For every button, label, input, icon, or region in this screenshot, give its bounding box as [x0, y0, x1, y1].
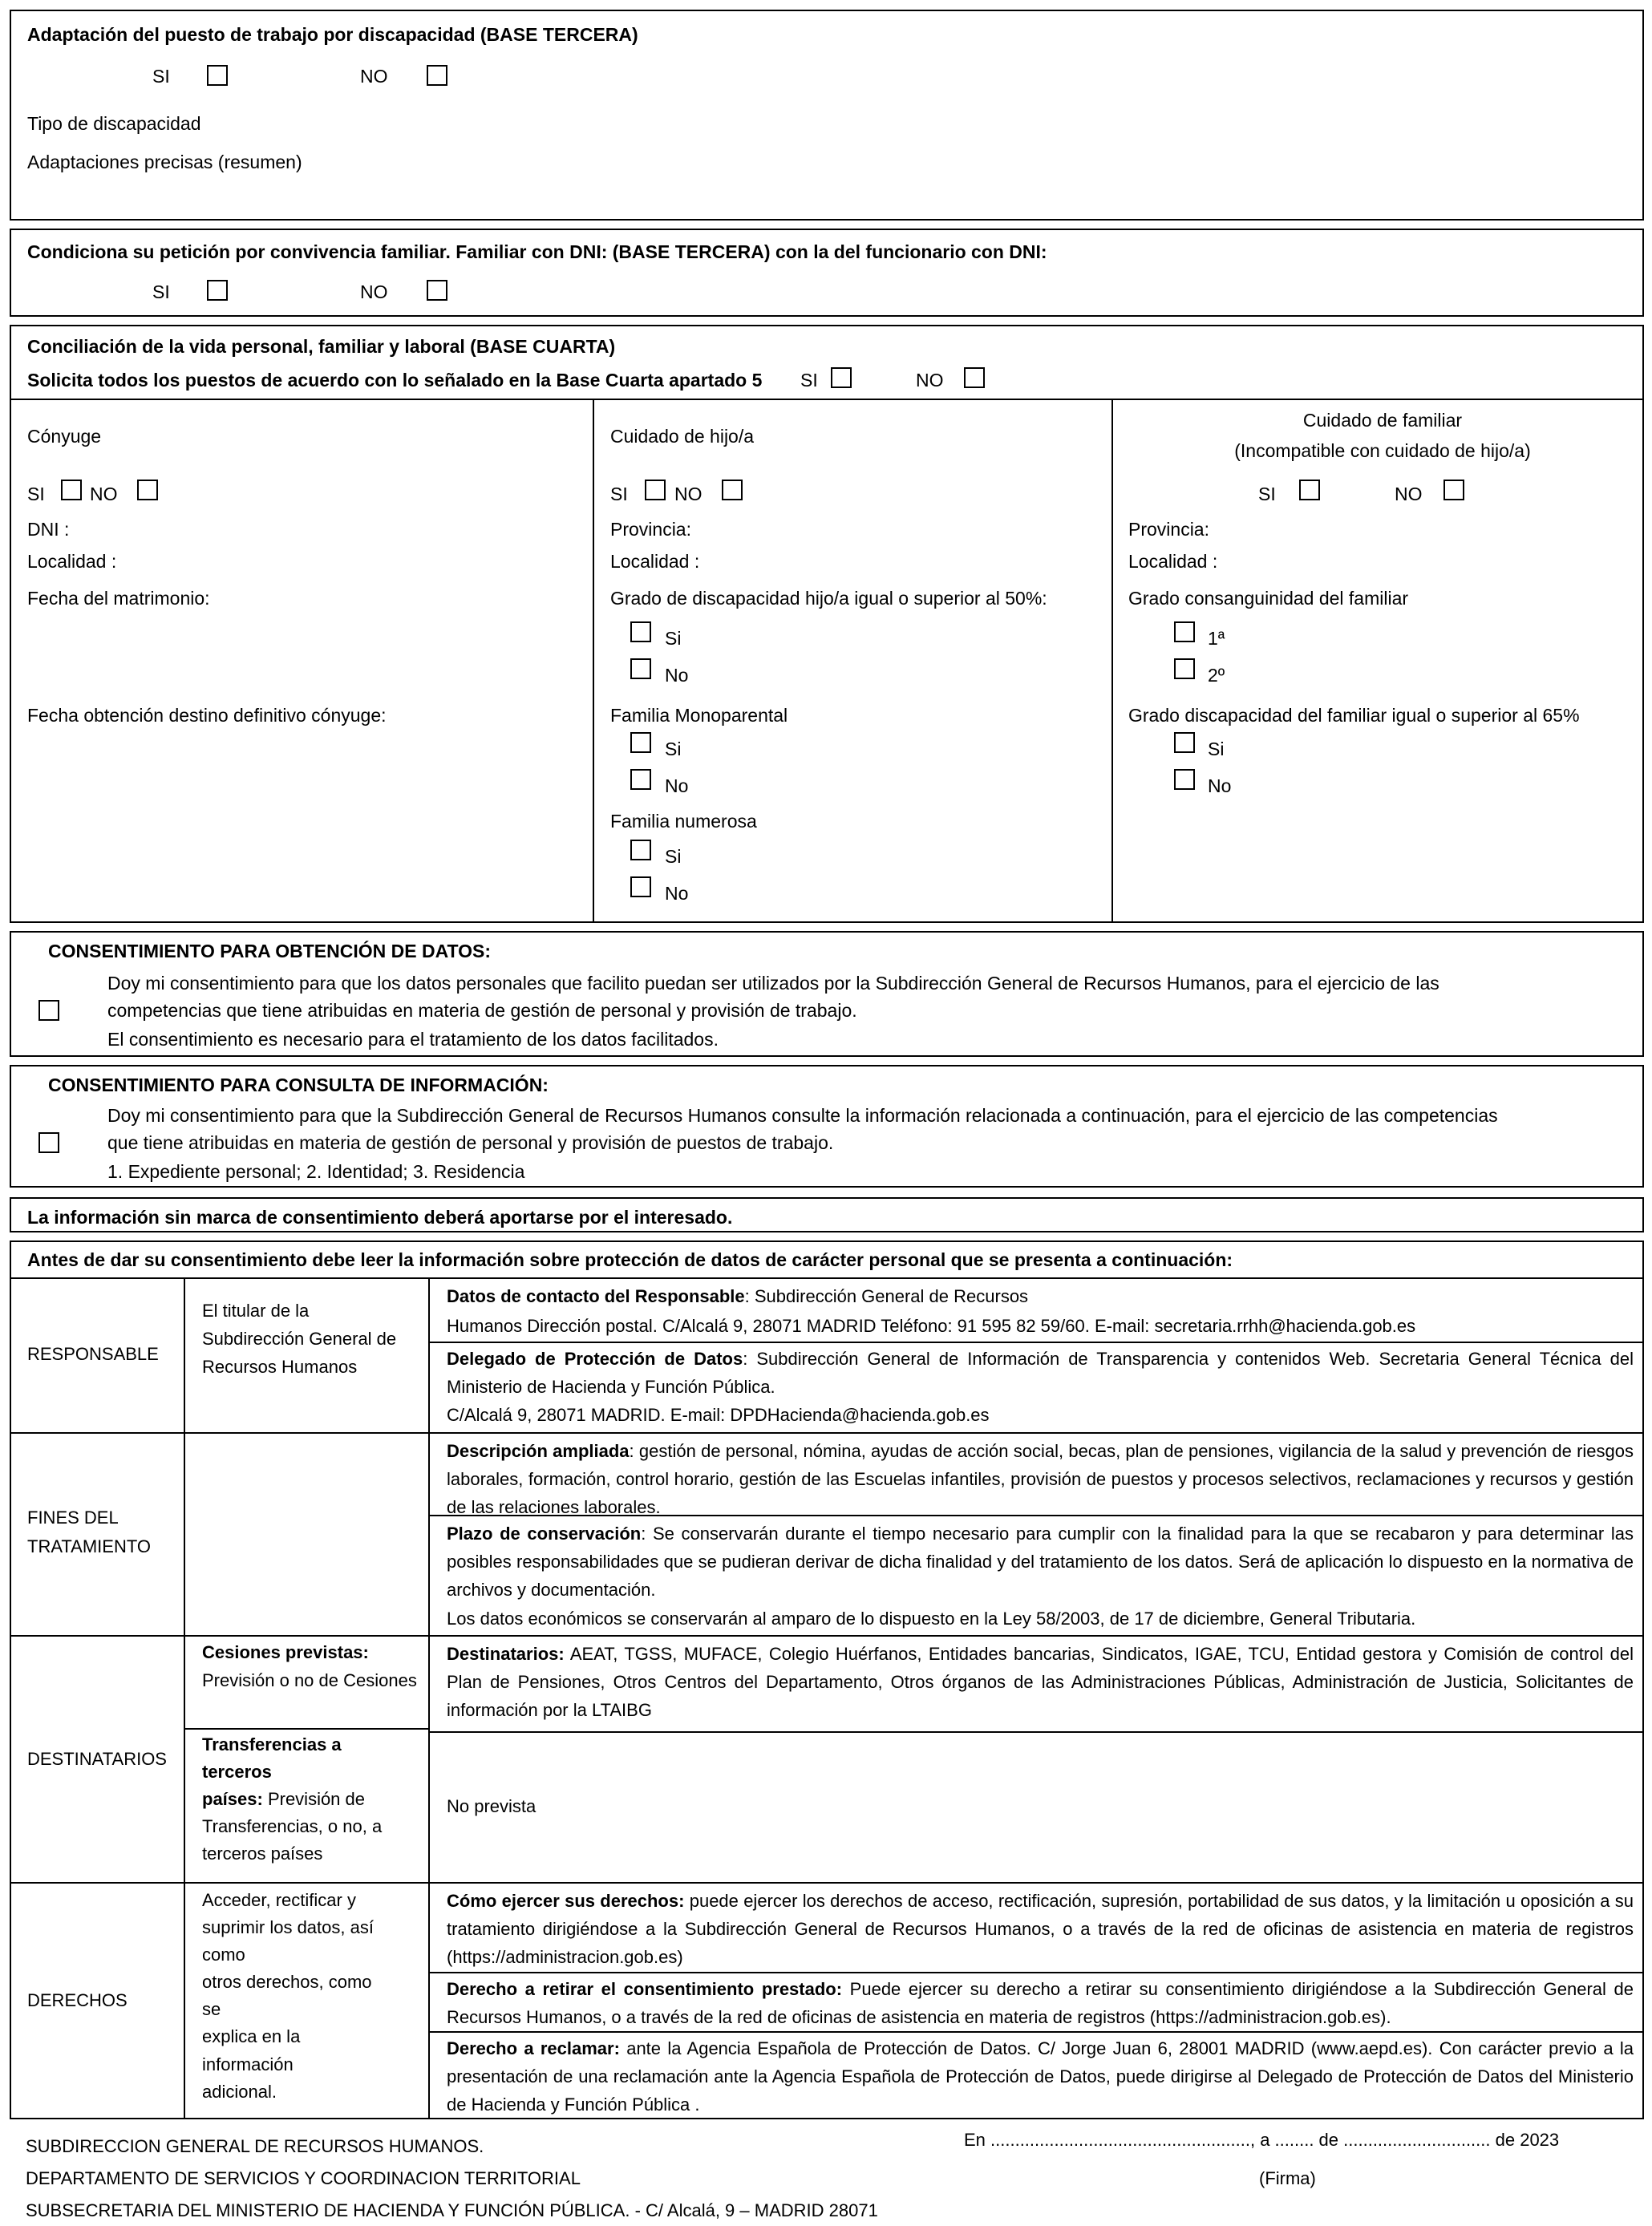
consent-data-line1: Doy mi consentimiento para que los datos personales que facilito puedan ser utilizados por la Subdirección General de Recursos Humanos, para el ejercicio de las: [107, 973, 1439, 994]
family-cohabitation-section: [10, 229, 1644, 317]
relative-kinship-second-label: 2º: [1208, 665, 1225, 686]
notice-text: La información sin marca de consentimiento deberá aportarse por el interesado.: [27, 1207, 733, 1228]
relative-subtitle: (Incompatible con cuidado de hijo/a): [1234, 440, 1531, 461]
consent-data-title: CONSENTIMIENTO PARA OBTENCIÓN DE DATOS:: [48, 941, 492, 961]
fines-description: [447, 1437, 1634, 1522]
transferencias: [202, 1731, 419, 1868]
conciliation-title: Conciliación de la vida personal, familiar y laboral (BASE CUARTA): [27, 336, 616, 357]
footer-line-2: DEPARTAMENTO DE SERVICIOS Y COORDINACION TERRITORIAL: [26, 2168, 581, 2188]
child-title: Cuidado de hijo/a: [610, 426, 755, 447]
single-parent-si-label: Si: [665, 739, 682, 759]
large-family-si-checkbox[interactable]: [630, 840, 651, 860]
family-no-checkbox[interactable]: [427, 280, 447, 301]
contact-bold: Datos de contacto del Responsable: [447, 1286, 745, 1306]
relative-kinship: Grado consanguinidad del familiar: [1128, 588, 1409, 609]
child-disability-no-checkbox[interactable]: [630, 658, 651, 679]
disability-title: Adaptación del puesto de trabajo por discapacidad (BASE TERCERA): [27, 24, 638, 45]
plazo-text: : Se conservarán durante el tiempo necesario para cumplir con la finalidad para la que se recabaron y para determinar las posibles responsabilidades que se pudieran derivar de dicha finalidad y del tratamiento de los datos. Será de aplicación lo dispuesto en la normativa de archivos y documentación.: [447, 1524, 1634, 1601]
large-family-no-label: No: [665, 883, 689, 904]
single-parent-label: Familia Monoparental: [610, 705, 788, 726]
spouse-no-label: NO: [90, 484, 118, 504]
consent-info-line2: que tiene atribuidas en materia de gestión de personal y provisión de puestos de trabajo.: [107, 1132, 834, 1153]
relative-disability-si-checkbox[interactable]: [1174, 732, 1195, 753]
privacy-title: Antes de dar su consentimiento debe leer la información sobre protección de datos de carácter personal que se presenta a continuación:: [27, 1249, 1233, 1270]
derechos-label: DERECHOS: [27, 1990, 128, 2010]
spouse-si-label: SI: [27, 484, 45, 504]
consent-info-checkbox[interactable]: [38, 1132, 59, 1153]
desc-bold: Descripción ampliada: [447, 1441, 630, 1461]
child-si-label: SI: [610, 484, 628, 504]
disability-type-label: Tipo de discapacidad: [27, 113, 201, 134]
contact-line2: Humanos Dirección postal. C/Alcalá 9, 28071 MADRID Teléfono: 91 595 82 59/60. E-mail: secretaria.rrhh@hacienda.gob.es: [447, 1316, 1416, 1337]
relative-disability-grade: Grado discapacidad del familiar igual o superior al 65%: [1128, 705, 1580, 726]
footer-line-3: SUBSECRETARIA DEL MINISTERIO DE HACIENDA Y FUNCIÓN PÚBLICA. - C/ Alcalá, 9 – MADRID 28071: [26, 2200, 878, 2220]
spouse-no-checkbox[interactable]: [137, 480, 158, 500]
derechos-mid-2: suprimir los datos, así: [202, 1917, 374, 1938]
cesiones-previstas: [202, 1638, 419, 1694]
child-disability-no-label: No: [665, 665, 689, 686]
plazo-line4: Los datos económicos se conservarán al amparo de lo dispuesto en la Ley 58/2003, de 17 de diciembre, General Tributaria.: [447, 1608, 1416, 1629]
single-parent-no-label: No: [665, 775, 689, 796]
dest-bold: Destinatarios:: [447, 1644, 565, 1664]
reclamar-text: ante la Agencia Española de Protección de Datos. C/ Jorge Juan 6, 28001 MADRID (www.aepd.es). Con carácter previo a la presentación de una reclamación ante la Agencia Española de Protección de Datos, puede dirigirse al Delegado de Protección de Datos del Ministerio de Hacienda y Función Pública .: [447, 2038, 1634, 2115]
consent-data-line3: El consentimiento es necesario para el tratamiento de los datos facilitados.: [107, 1029, 719, 1050]
ejercer-text: puede ejercer los derechos de acceso, rectificación, supresión, portabilidad de sus datos, y la limitación u oposición a su tratamiento dirigiéndose a la Subdirección General de Recursos Humanos, o a través de la red de oficinas de asistencia en materia de registros (https://administracion.gob.es): [447, 1891, 1634, 1968]
footer-line-1: SUBDIRECCION GENERAL DE RECURSOS HUMANOS.: [26, 2136, 484, 2156]
ejercer-bold: Cómo ejercer sus derechos:: [447, 1891, 685, 1911]
disability-section: [10, 10, 1644, 221]
relative-kinship-second-checkbox[interactable]: [1174, 658, 1195, 679]
derechos-mid-7: información: [202, 2054, 294, 2074]
derechos-mid-1: Acceder, rectificar y: [202, 1890, 356, 1910]
consent-data-line2: competencias que tiene atribuidas en materia de gestión de personal y provisión de trabajo.: [107, 1000, 857, 1021]
relative-disability-si-label: Si: [1208, 739, 1225, 759]
conciliation-section: [10, 325, 1644, 923]
family-no-label: NO: [360, 281, 388, 302]
derechos-mid-4: otros derechos, como: [202, 1972, 372, 1993]
child-no-checkbox[interactable]: [722, 480, 743, 500]
relative-kinship-first-checkbox[interactable]: [1174, 621, 1195, 642]
consent-info-section: [10, 1065, 1644, 1188]
derechos-retirar: [447, 1975, 1634, 2031]
dpo-text: : Subdirección General de Información de Transparencia y contenidos Web. Secretaria General Técnica del Ministerio de Hacienda y Función Pública.: [447, 1349, 1634, 1398]
child-disability-si-label: Si: [665, 628, 682, 649]
disability-adaptations-label: Adaptaciones precisas (resumen): [27, 152, 302, 172]
trans-bold-3: países:: [202, 1789, 263, 1810]
derechos-mid-8: adicional.: [202, 2081, 277, 2102]
spouse-title: Cónyuge: [27, 426, 102, 447]
relative-province: Provincia:: [1128, 519, 1209, 540]
notice-section: [10, 1197, 1644, 1232]
child-disability-si-checkbox[interactable]: [630, 621, 651, 642]
responsable-label: RESPONSABLE: [27, 1344, 159, 1364]
fines-label-2: TRATAMIENTO: [27, 1536, 151, 1556]
disability-no-checkbox[interactable]: [427, 65, 447, 86]
conciliation-no-checkbox[interactable]: [964, 367, 985, 388]
trans-text-3: terceros países: [202, 1844, 323, 1864]
fines-plazo: [447, 1520, 1634, 1633]
spouse-marriage-date: Fecha del matrimonio:: [27, 588, 210, 609]
spouse-dni: DNI :: [27, 519, 70, 540]
derechos-mid-3: como: [202, 1945, 245, 1965]
large-family-label: Familia numerosa: [610, 811, 757, 832]
spouse-destination-date: Fecha obtención destino definitivo cónyuge:: [27, 705, 387, 726]
contact-text: : Subdirección General de Recursos: [744, 1286, 1029, 1306]
trans-bold-2: terceros: [202, 1762, 272, 1783]
responsable-contact: [447, 1282, 1638, 1340]
derechos-ejercer: [447, 1887, 1634, 1972]
privacy-table: [10, 1240, 1644, 2119]
large-family-si-label: Si: [665, 846, 682, 867]
conciliation-si-label: SI: [800, 370, 818, 391]
cesiones-text: Previsión o no de Cesiones: [202, 1670, 417, 1691]
cesiones-bold: Cesiones previstas:: [202, 1642, 369, 1662]
spouse-locality: Localidad :: [27, 551, 117, 572]
consent-info-line1: Doy mi consentimiento para que la Subdirección General de Recursos Humanos consulte la información relacionada a continuación, para el ejercicio de las competencias: [107, 1105, 1498, 1126]
relative-disability-no-checkbox[interactable]: [1174, 769, 1195, 790]
family-si-checkbox[interactable]: [207, 280, 228, 301]
relative-title: Cuidado de familiar: [1302, 410, 1463, 431]
single-parent-si-checkbox[interactable]: [630, 732, 651, 753]
derechos-mid-5: se: [202, 1999, 221, 2020]
trans-text-2: Transferencias, o no, a: [202, 1816, 383, 1837]
consent-info-title: CONSENTIMIENTO PARA CONSULTA DE INFORMACIÓN:: [48, 1075, 549, 1095]
fines-label-1: FINES DEL: [27, 1508, 119, 1528]
relative-kinship-first-label: 1ª: [1208, 628, 1225, 649]
dpo-bold: Delegado de Protección de Datos: [447, 1349, 743, 1369]
relative-si-checkbox[interactable]: [1299, 480, 1320, 500]
child-disability-grade: Grado de discapacidad hijo/a igual o superior al 50%:: [610, 588, 1047, 609]
single-parent-no-checkbox[interactable]: [630, 769, 651, 790]
place-date-field[interactable]: En ....................................................., a ........ de .............................. de 2023: [964, 2130, 1560, 2150]
consent-data-checkbox[interactable]: [38, 1000, 59, 1021]
conciliation-subtitle: Solicita todos los puestos de acuerdo con lo señalado en la Base Cuarta apartado 5: [27, 370, 763, 391]
conciliation-no-label: NO: [916, 370, 944, 391]
child-no-label: NO: [674, 484, 703, 504]
retirar-bold: Derecho a retirar el consentimiento prestado:: [447, 1979, 843, 1999]
derechos-mid: [202, 1887, 419, 2106]
family-si-label: SI: [152, 281, 170, 302]
consent-info-line3: 1. Expediente personal; 2. Identidad; 3. Residencia: [107, 1161, 525, 1182]
destinatarios-label: DESTINATARIOS: [27, 1749, 167, 1769]
destinatarios-text: [447, 1640, 1634, 1725]
responsable-dpo: [447, 1345, 1634, 1430]
child-locality: Localidad :: [610, 551, 700, 572]
reclamar-bold: Derecho a reclamar:: [447, 2038, 620, 2058]
disability-no-label: NO: [360, 66, 388, 87]
disability-si-checkbox[interactable]: [207, 65, 228, 86]
no-prevista: No prevista: [447, 1796, 536, 1816]
relative-disability-no-label: No: [1208, 775, 1232, 796]
relative-no-checkbox[interactable]: [1443, 480, 1464, 500]
spouse-si-checkbox[interactable]: [61, 480, 82, 500]
large-family-no-checkbox[interactable]: [630, 876, 651, 897]
trans-text-1: Previsión de: [262, 1789, 366, 1810]
trans-bold-1: Transferencias a: [202, 1734, 342, 1754]
dpo-line3: C/Alcalá 9, 28071 MADRID. E-mail: DPDHacienda@hacienda.gob.es: [447, 1405, 990, 1426]
relative-locality: Localidad :: [1128, 551, 1218, 572]
relative-si-label: SI: [1258, 484, 1276, 504]
disability-si-label: SI: [152, 66, 170, 87]
desc-text: : gestión de personal, nómina, ayudas de acción social, becas, plan de pensiones, vigilancia de la salud y prevención de riesgos laborales, formación, control horario, gestión de las Escuelas infantiles, provisión de puestos y procesos selectivos, reclamaciones y recursos y gestión de las relaciones laborales.: [447, 1441, 1634, 1518]
plazo-bold: Plazo de conservación: [447, 1524, 642, 1544]
child-si-checkbox[interactable]: [645, 480, 666, 500]
derechos-mid-6: explica en la: [202, 2026, 301, 2047]
consent-data-section: [10, 931, 1644, 1057]
conciliation-si-checkbox[interactable]: [831, 367, 852, 388]
signature-label: (Firma): [1259, 2168, 1316, 2188]
relative-no-label: NO: [1395, 484, 1423, 504]
responsable-mid: El titular de la Subdirección General de Recursos Humanos: [202, 1301, 397, 1378]
dest-text: AEAT, TGSS, MUFACE, Colegio Huérfanos, Entidades bancarias, Sindicatos, IGAE, TCU, Entidad gestora y Comisión de control del Plan de Pensiones, Otros Centros del Departamento, Otros órganos de las Administraciones Públicas, Administración de Justicia, Solicitantes de información por la LTAIBG: [447, 1644, 1634, 1721]
retirar-text: Puede ejercer su derecho a retirar su consentimiento dirigiéndose a la Subdirección General de Recursos Humanos, o a través de la red de oficinas de asistencia en materia de registros (https://administracion.gob.es).: [447, 1979, 1634, 2028]
child-province: Provincia:: [610, 519, 691, 540]
family-title: Condiciona su petición por convivencia familiar. Familiar con DNI: (BASE TERCERA) con la del funcionario con DNI:: [27, 241, 1047, 262]
derechos-reclamar: [447, 2034, 1634, 2119]
